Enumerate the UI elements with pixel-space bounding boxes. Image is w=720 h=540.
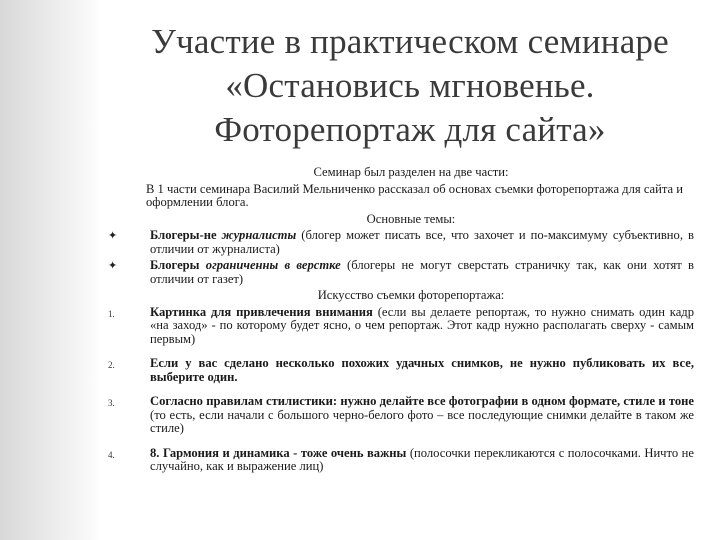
bullet-item-2 — [108, 258, 694, 286]
slide-title — [110, 20, 710, 152]
item-1-text: (если вы делаете репортаж, то нужно снимать один кадр «на заход» - по которому будет ясно, о чем репортаж. Этот кадр нужно располагать сверху - самым первым) — [150, 304, 694, 346]
item-4-bold: 8. Гармония и динамика - тоже очень важны — [150, 445, 407, 460]
item-number: 1. — [108, 308, 115, 319]
title-line-1: Участие в практическом семинаре — [151, 22, 669, 61]
numbered-item-1 — [108, 304, 694, 347]
title-line-2: «Остановись мгновенье. — [225, 66, 595, 105]
slide-body — [108, 165, 695, 485]
item-3-text: (то есть, если начали с большого черно-белого фото – все последующие снимки делайте в таком же стиле) — [150, 407, 694, 435]
bullet-1-text: (блогер может писать все, что захочет и по-максимуму субъективно, в отличии от журналиста) — [150, 228, 695, 256]
title-line-3: Фоторепортаж для сайта» — [214, 110, 606, 149]
intro-line-1: Семинар был разделен на две части: — [313, 165, 509, 179]
item-1-bold: Картинка для привлечения внимания — [150, 304, 373, 319]
item-number: 4. — [108, 449, 115, 460]
intro-line-2: В 1 части семинара Василий Мельниченко рассказал об основах съемки фоторепортажа для сайта и оформлении блога. — [146, 181, 684, 209]
item-number: 2. — [108, 360, 115, 370]
art-heading: Искусство съемки фоторепортажа: — [317, 288, 505, 302]
numbered-item-3 — [108, 394, 694, 436]
item-2-bold: Если у вас сделано несколько похожих удачных снимков, не нужно публиковать их все, выберите один. — [150, 356, 694, 384]
bullet-icon: ✦ — [108, 229, 118, 242]
decorative-left-strip — [0, 0, 100, 540]
item-4-text: (полосочки перекликаются с полосочками. Ничто не случайно, как и выражение лиц) — [150, 445, 694, 473]
topics-heading: Основные темы: — [366, 211, 456, 226]
bullet-2-bold-italic: ограниченны в верстке — [205, 258, 341, 272]
bullet-icon: ✦ — [108, 259, 118, 272]
bullet-1-bold-italic: журналисты — [221, 228, 297, 242]
numbered-item-4 — [108, 445, 694, 474]
bullet-item-1 — [108, 228, 695, 256]
bullet-2-bold: Блогеры — [150, 258, 200, 272]
item-3-bold: Согласно правилам стилистики: нужно делайте все фотографии в одном формате, стиле и тоне — [150, 394, 694, 408]
bullet-1-bold: Блогеры-не — [150, 228, 217, 242]
bullet-2-text: (блогеры не могут сверстать страничку так, как они хотят в отличии от газет) — [150, 258, 694, 286]
item-number: 3. — [108, 398, 115, 408]
numbered-item-2 — [108, 356, 694, 384]
